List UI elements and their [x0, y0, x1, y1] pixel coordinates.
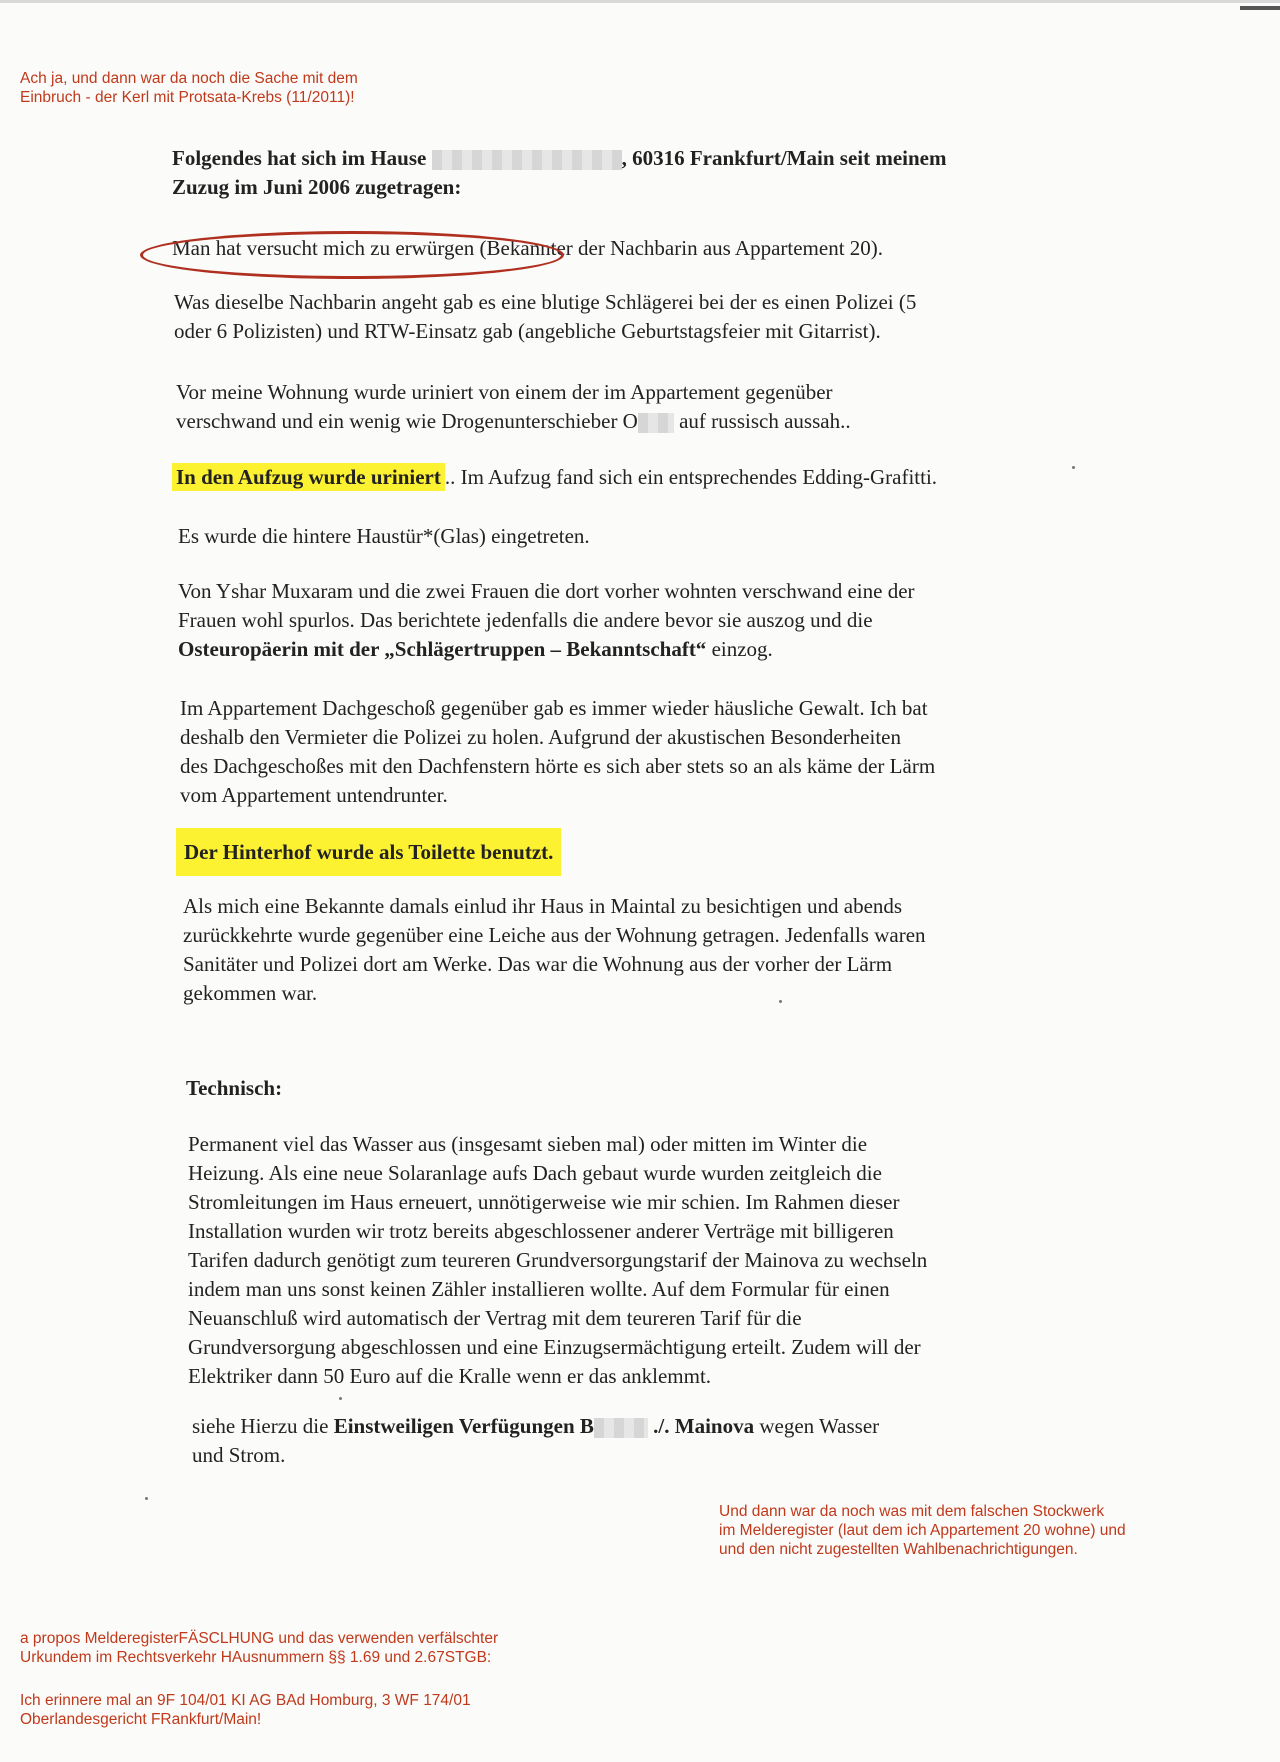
- paragraph-5: [178, 522, 590, 551]
- paragraph-line: des Dachgeschoßes mit den Dachfenstern hörte es sich aber stets so an als käme der Lärm: [180, 754, 936, 778]
- red-circle-mark: [140, 231, 564, 279]
- annotation-line: Oberlandesgericht FRankfurt/Main!: [20, 1711, 262, 1728]
- paragraph-line: deshalb den Vermieter die Polizei zu holen. Aufgrund der akustischen Besonderheiten: [180, 725, 901, 749]
- paragraph-10: [188, 1130, 927, 1391]
- paragraph-9: [183, 892, 926, 1008]
- annotation-line: Ich erinnere mal an 9F 104/01 KI AG BAd Homburg, 3 WF 174/01: [20, 1692, 471, 1709]
- annotation-line: und den nicht zugestellten Wahlbenachrichtigungen.: [719, 1541, 1078, 1558]
- paragraph-line: Permanent viel das Wasser aus (insgesamt sieben mal) oder mitten im Winter die: [188, 1132, 868, 1156]
- paragraph-line: Neuanschluß wird automatisch der Vertrag mit dem teureren Tarif für die: [188, 1306, 802, 1330]
- paragraph-6: [178, 577, 915, 664]
- paragraph-line: zurückkehrte wurde gegenüber eine Leiche aus der Wohnung getragen. Jedenfalls waren: [183, 923, 926, 947]
- annotation-right: [719, 1502, 1126, 1559]
- paragraph-text: auf russisch aussah..: [673, 409, 851, 433]
- heading-text: , 60316 Frankfurt/Main seit meinem: [621, 146, 947, 170]
- redacted-name: [638, 413, 674, 433]
- redacted-address: [432, 150, 622, 170]
- scan-speck: [339, 1397, 342, 1400]
- paragraph-line: Frauen wohl spurlos. Das berichtete jedenfalls die andere bevor sie auszog und die: [178, 608, 873, 632]
- heading-text: Folgendes hat sich im Hause: [172, 146, 427, 170]
- annotation-line: Einbruch - der Kerl mit Protsata-Krebs (11/2011)!: [20, 89, 355, 106]
- paragraph-11: [192, 1412, 879, 1470]
- paragraph-3: [176, 378, 851, 436]
- paragraph-line: Elektriker dann 50 Euro auf die Kralle wenn er das anklemmt.: [188, 1364, 712, 1388]
- annotation-line: Und dann war da noch was mit dem falschen Stockwerk: [719, 1503, 1105, 1520]
- heading-text: Zuzug im Juni 2006 zugetragen:: [172, 175, 462, 199]
- paragraph-text: .. Im Aufzug fand sich ein entsprechendes Edding-Grafitti.: [444, 465, 938, 489]
- highlight-elevator: In den Aufzug wurde uriniert: [172, 463, 445, 491]
- paragraph-4: [172, 463, 937, 492]
- paragraph-text: wegen Wasser: [754, 1414, 880, 1438]
- paragraph-line: Sanitäter und Polizei dort am Werke. Das war die Wohnung aus der vorher der Lärm: [183, 952, 893, 976]
- paragraph-line: oder 6 Polizisten) und RTW-Einsatz gab (angebliche Geburtstagsfeier mit Gitarrist).: [174, 319, 881, 343]
- annotation-top: [20, 69, 358, 107]
- paragraph-line: Stromleitungen im Haus erneuert, unnötigerweise wie mir schien. Im Rahmen dieser: [188, 1190, 900, 1214]
- paragraph-line: Es wurde die hintere Haustür*(Glas) eingetreten.: [178, 524, 590, 548]
- bold-phrase: Einstweiligen Verfügungen B: [333, 1414, 594, 1438]
- paragraph-text: verschwand und ein wenig wie Drogenunterschieber O: [176, 409, 638, 433]
- annotation-line: a propos MelderegisterFÄSCLHUNG und das verwenden verfälschter: [20, 1630, 499, 1647]
- paragraph-line: Was dieselbe Nachbarin angeht gab es eine blutige Schlägerei bei der es einen Polizei (5: [174, 290, 917, 314]
- paragraph-line: Vor meine Wohnung wurde uriniert von einem der im Appartement gegenüber: [176, 380, 833, 404]
- paragraph-line: und Strom.: [192, 1443, 286, 1467]
- paragraph-line: Grundversorgung abgeschlossen und eine Einzugsermächtigung erteilt. Zudem will der: [188, 1335, 921, 1359]
- annotation-bottom-1: [20, 1629, 498, 1667]
- paragraph-line: Man hat versucht mich zu erwürgen (Bekannter der Nachbarin aus Appartement 20).: [172, 236, 884, 260]
- paragraph-line: indem man uns sonst keinen Zähler installieren wollte. Auf dem Formular für einen: [188, 1277, 890, 1301]
- paragraph-line: Als mich eine Bekannte damals einlud ihr Haus in Maintal zu besichtigen und abends: [183, 894, 903, 918]
- redacted-name: [594, 1418, 648, 1438]
- paragraph-8: [176, 838, 561, 867]
- paragraph-line: Heizung. Als eine neue Solaranlage aufs Dach gebaut wurde wurden zeitgleich die: [188, 1161, 882, 1185]
- paragraph-line: Im Appartement Dachgeschoß gegenüber gab es immer wieder häusliche Gewalt. Ich bat: [180, 696, 928, 720]
- paragraph-line: Installation wurden wir trotz bereits abgeschlossener anderer Verträge mit billigeren: [188, 1219, 894, 1243]
- document-heading: [172, 144, 946, 202]
- bold-phrase: Osteuropäerin mit der „Schlägertruppen – Bekanntschaft“: [178, 637, 707, 661]
- scan-top-edge: [0, 0, 1280, 3]
- paragraph-text: siehe Hierzu die: [192, 1414, 334, 1438]
- paragraph-7: [180, 694, 935, 810]
- bold-phrase: ./. Mainova: [647, 1414, 755, 1438]
- annotation-bottom-2: [20, 1691, 471, 1729]
- scan-speck: [1072, 466, 1075, 469]
- annotation-line: Ach ja, und dann war da noch die Sache mit dem: [20, 70, 358, 87]
- section-heading: Technisch:: [186, 1076, 283, 1100]
- paragraph-line: vom Appartement untendrunter.: [180, 783, 448, 807]
- paragraph-line: Tarifen dadurch genötigt zum teureren Grundversorgungstarif der Mainova zu wechseln: [188, 1248, 928, 1272]
- annotation-line: im Melderegister (laut dem ich Appartement 20 wohne) und: [719, 1522, 1126, 1539]
- annotation-line: Urkundem im Rechtsverkehr HAusnummern §§ 1.69 und 2.67STGB:: [20, 1649, 492, 1666]
- scan-edge-mark: [1240, 6, 1280, 10]
- paragraph-line: Von Yshar Muxaram und die zwei Frauen die dort vorher wohnten verschwand eine der: [178, 579, 915, 603]
- section-heading-technisch: [186, 1074, 282, 1103]
- highlight-courtyard: Der Hinterhof wurde als Toilette benutzt.: [176, 828, 561, 876]
- paragraph-2: [174, 288, 916, 346]
- paragraph-text: einzog.: [706, 637, 773, 661]
- scan-speck: [145, 1497, 148, 1500]
- paragraph-line: gekommen war.: [183, 981, 318, 1005]
- scan-speck: [779, 1000, 782, 1003]
